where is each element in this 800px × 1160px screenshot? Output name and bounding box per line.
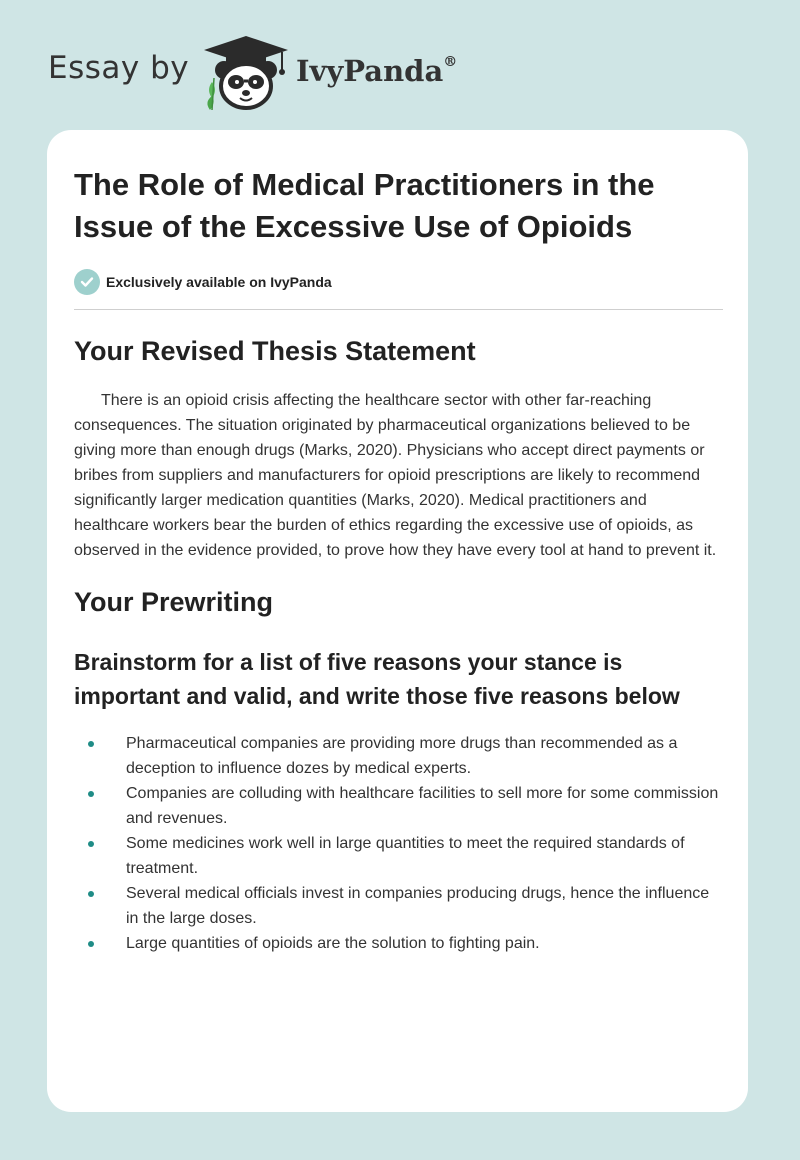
list-item: Companies are colluding with healthcare facilities to sell more for some commission and revenues. (74, 781, 724, 831)
list-item: Pharmaceutical companies are providing more drugs than recommended as a deception to influence dozes by medical experts. (74, 731, 724, 781)
check-icon (74, 269, 100, 295)
brand-name[interactable]: IvyPanda® (296, 54, 458, 88)
bullet-icon (88, 791, 94, 797)
prewriting-heading: Your Prewriting (74, 587, 274, 617)
essay-card (47, 130, 748, 1112)
exclusive-badge (74, 268, 721, 296)
list-item: Large quantities of opioids are the solution to fighting pain. (74, 931, 724, 956)
bullet-icon (88, 841, 94, 847)
bullet-icon (88, 741, 94, 747)
bullet-icon (88, 891, 94, 897)
page-title: The Role of Medical Practitioners in the Issue of the Excessive Use of Opioids (74, 167, 655, 244)
brainstorm-heading: Brainstorm for a list of five reasons your stance is important and valid, and write those five reasons below (74, 649, 680, 709)
panda-logo-icon (200, 34, 292, 110)
thesis-paragraph: There is an opioid crisis affecting the healthcare sector with other far-reaching consequences. The situation originated by pharmaceutical organizations believed to be giving more than enough drugs (Marks, 2020). Physicians who accept direct payments or bribes from suppliers and manufacturers for opioid prescriptions are likely to recommend significantly larger medication quantities (Marks, 2020). Medical practitioners and healthcare workers bear the burden of ethics regarding the excessive use of opioids, as observed in the evidence provided, to prove how they have every tool at hand to prevent it. (74, 392, 717, 559)
thesis-heading: Your Revised Thesis Statement (74, 336, 476, 366)
reasons-list (74, 731, 721, 956)
essay-by-label: Essay by (48, 50, 190, 86)
bullet-icon (88, 941, 94, 947)
registered-mark: ® (443, 54, 458, 71)
site-header (0, 0, 800, 120)
divider (74, 309, 723, 310)
list-item: Several medical officials invest in companies producing drugs, hence the influence in the large doses. (74, 881, 724, 931)
exclusive-label: Exclusively available on IvyPanda (106, 274, 332, 290)
list-item: Some medicines work well in large quantities to meet the required standards of treatment. (74, 831, 724, 881)
